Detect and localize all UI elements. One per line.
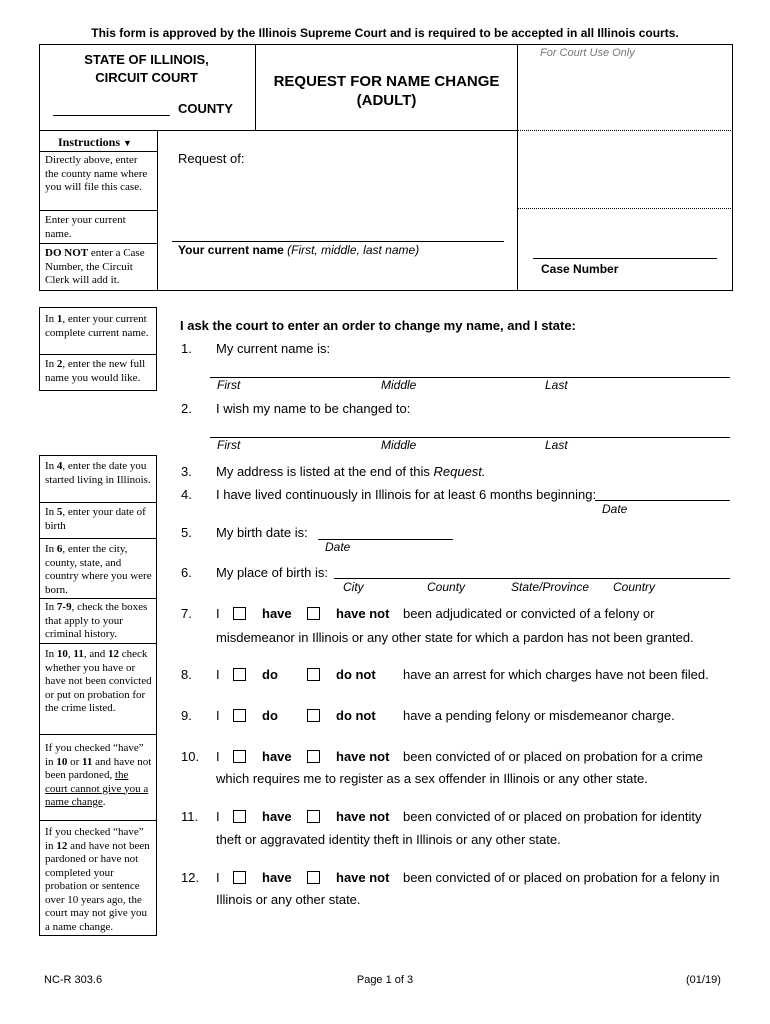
q6-county-label: County [427,580,466,594]
q6-text: My place of birth is: [216,565,328,580]
q11-have-not-checkbox[interactable] [307,810,320,823]
q7-text: been adjudicated or convicted of a felony or [403,606,655,621]
form-title: REQUEST FOR NAME CHANGE [273,73,500,90]
q9-do-label: do [262,708,278,723]
side-note-10-12: In 10, 11, and 12 check whether you have or have not been convicted or put on probation for the crime listed. [45,648,152,714]
q9-do-not-checkbox[interactable] [307,709,320,722]
q1-middle-label: Middle [381,378,417,392]
q9-i: I [216,708,220,723]
q7-i: I [216,606,220,621]
q2-last-label: Last [545,438,568,452]
q6-country-label: Country [613,580,656,594]
q12-have-not-label: have not [336,870,390,885]
q11-number: 11. [181,809,199,824]
q2-first-label: First [217,438,241,452]
county-label: COUNTY [178,101,233,116]
side-note-5: In 5, enter your date of birth [45,506,146,532]
birth-place-field[interactable] [334,578,730,579]
q10-have-checkbox[interactable] [233,750,246,763]
revision-date: (01/19) [686,974,721,986]
current-name-line[interactable] [172,241,504,242]
q8-i: I [216,667,220,682]
q7-have-checkbox[interactable] [233,607,246,620]
q10-text: been convicted of or placed on probation for a crime [403,749,703,764]
q4-text: I have lived continuously in Illinois for at least 6 months beginning: [216,487,597,502]
side-note-1: In 1, enter your current complete current name. [45,313,149,339]
q8-text: have an arrest for which charges have not been filed. [403,667,709,682]
chevron-down-icon: ▼ [123,138,132,148]
q8-do-not-label: do not [336,667,376,682]
side-note-probation: If you checked “have” in 12 and have not been pardoned or have not completed your probation or sentence over 10 years ago, the court may not give you a name change. [45,826,150,933]
q11-text-cont: theft or aggravated identity theft in Illinois or any other state. [216,832,561,847]
instr-case-number: DO NOT enter a Case Number, the Circuit Clerk will add it. [45,247,145,286]
q3-text: My address is listed at the end of this Request. [216,464,486,479]
instr-name: Enter your current name. [45,214,126,240]
q9-do-not-label: do not [336,708,376,723]
q1-last-label: Last [545,378,568,392]
q6-city-label: City [343,580,364,594]
q2-middle-label: Middle [381,438,417,452]
side-note-2: In 2, enter the new full name you would like. [45,358,146,384]
case-number-line[interactable] [533,258,717,259]
instructions-title: Instructions ▼ [58,135,132,149]
new-name-field[interactable] [210,437,730,438]
q1-number: 1. [181,341,192,356]
q5-date-label: Date [325,540,351,554]
q3-number: 3. [181,464,192,479]
form-subtitle: (ADULT) [356,92,417,109]
q12-text-cont: Illinois or any other state. [216,892,361,907]
q7-text-cont: misdemeanor in Illinois or any other state for which a pardon has not been granted. [216,630,694,645]
q7-have-not-checkbox[interactable] [307,607,320,620]
q10-have-not-checkbox[interactable] [307,750,320,763]
q9-number: 9. [181,708,192,723]
q12-have-label: have [262,870,292,885]
q12-text: been convicted of or placed on probation for a felony in [403,870,720,885]
q5-number: 5. [181,525,192,540]
q7-have-label: have [262,606,292,621]
form-code: NC-R 303.6 [44,974,103,986]
q7-have-not-label: have not [336,606,390,621]
q12-have-not-checkbox[interactable] [307,871,320,884]
q10-number: 10. [181,749,200,764]
case-number-label: Case Number [541,262,619,276]
q10-have-not-label: have not [336,749,390,764]
q12-have-checkbox[interactable] [233,871,246,884]
q5-text: My birth date is: [216,525,308,540]
q8-do-label: do [262,667,278,682]
q11-have-not-label: have not [336,809,390,824]
current-name-label: Your current name (First, middle, last name) [178,243,420,257]
q11-i: I [216,809,220,824]
q11-text: been convicted of or placed on probation for identity [403,809,702,824]
side-note-pardon: If you checked “have” in 10 or 11 and have not been pardoned, the court cannot give you a name change. [45,742,152,808]
q4-date-label: Date [602,502,628,516]
q12-i: I [216,870,220,885]
q10-i: I [216,749,220,764]
q6-number: 6. [181,565,192,580]
q8-do-checkbox[interactable] [233,668,246,681]
q6-state-label: State/Province [511,580,590,594]
q2-text: I wish my name to be changed to: [216,401,411,416]
q1-text: My current name is: [216,341,331,356]
county-input-line[interactable] [53,115,170,116]
state-label: STATE OF ILLINOIS, [84,52,209,67]
q10-text-cont: which requires me to register as a sex offender in Illinois or any other state. [216,771,648,786]
illinois-since-date-field[interactable] [595,500,730,501]
q8-do-not-checkbox[interactable] [307,668,320,681]
q11-have-checkbox[interactable] [233,810,246,823]
q8-number: 8. [181,667,192,682]
court-label: CIRCUIT COURT [95,70,198,85]
instr-county: Directly above, enter the county name where you will file this case. [45,154,148,193]
court-use-label: For Court Use Only [540,47,635,59]
page-number: Page 1 of 3 [356,974,414,986]
request-of-label: Request of: [178,151,245,166]
q4-number: 4. [181,487,192,502]
current-name-field[interactable] [210,377,730,378]
side-note-4: In 4, enter the date you started living in Illinois. [45,460,151,486]
intro-statement: I ask the court to enter an order to change my name, and I state: [180,318,576,333]
approval-notice: This form is approved by the Illinois Supreme Court and is required to be accepted in all Illinois courts. [91,26,679,40]
q7-number: 7. [181,606,192,621]
side-note-7-9: In 7-9, check the boxes that apply to your criminal history. [45,601,148,640]
q12-number: 12. [181,870,200,885]
side-note-6: In 6, enter the city, county, state, and country where you were born. [45,543,152,596]
q9-text: have a pending felony or misdemeanor charge. [403,708,675,723]
q9-do-checkbox[interactable] [233,709,246,722]
q10-have-label: have [262,749,292,764]
q2-number: 2. [181,401,192,416]
q11-have-label: have [262,809,292,824]
q1-first-label: First [217,378,241,392]
